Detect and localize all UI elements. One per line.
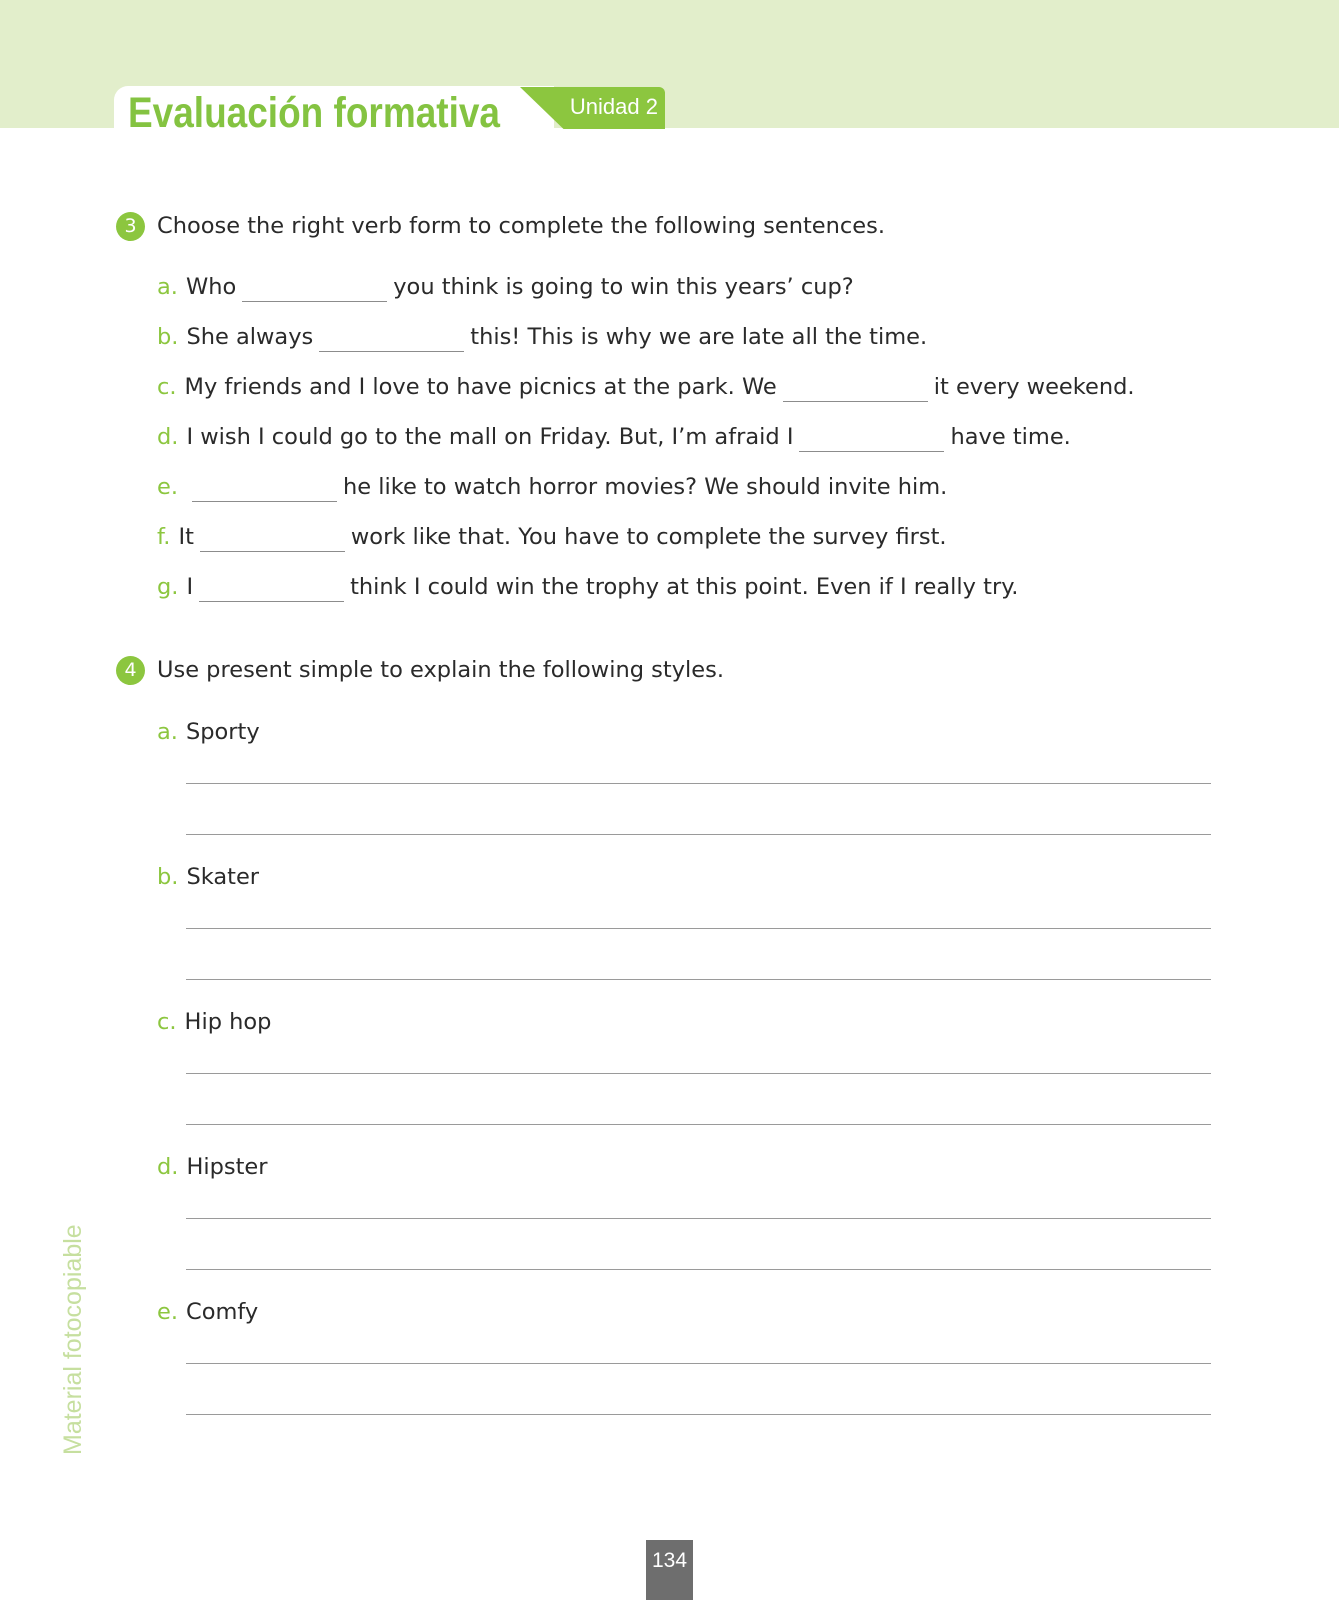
answer-line[interactable] bbox=[186, 1269, 1211, 1270]
answer-blank[interactable] bbox=[200, 550, 345, 552]
page-title: Evaluación formativa bbox=[128, 89, 500, 137]
item-letter: e. bbox=[157, 474, 178, 500]
exercise-3-item-c bbox=[157, 372, 1135, 402]
item-letter: b. bbox=[157, 864, 179, 890]
item-text-after: think I could win the trophy at this point. Even if I really try. bbox=[350, 574, 1019, 600]
answer-line[interactable] bbox=[186, 979, 1211, 980]
item-text-after: he like to watch horror movies? We should invite him. bbox=[343, 474, 948, 500]
exercise-4-item-b bbox=[157, 862, 259, 892]
item-letter: d. bbox=[157, 424, 179, 450]
item-label: Sporty bbox=[185, 719, 260, 745]
answer-blank[interactable] bbox=[799, 450, 944, 452]
answer-line[interactable] bbox=[186, 1414, 1211, 1415]
item-text-before: She always bbox=[186, 324, 314, 350]
item-letter: c. bbox=[157, 1009, 177, 1035]
answer-blank[interactable] bbox=[783, 400, 928, 402]
item-letter: d. bbox=[157, 1154, 179, 1180]
exercise-4-instruction: Use present simple to explain the following styles. bbox=[157, 657, 724, 683]
exercise-3-item-d bbox=[157, 422, 1071, 452]
item-letter: e. bbox=[157, 1299, 178, 1325]
item-label: Hipster bbox=[186, 1154, 268, 1180]
answer-line[interactable] bbox=[186, 1124, 1211, 1125]
exercise-3-item-f bbox=[157, 522, 947, 552]
answer-line[interactable] bbox=[186, 834, 1211, 835]
item-letter: a. bbox=[157, 719, 178, 745]
item-letter: b. bbox=[157, 324, 179, 350]
answer-line[interactable] bbox=[186, 1073, 1211, 1074]
answer-blank[interactable] bbox=[199, 600, 344, 602]
exercise-3-item-b bbox=[157, 322, 927, 352]
item-text-before: My friends and I love to have picnics at the park. We bbox=[184, 374, 777, 400]
unit-label: Unidad 2 bbox=[569, 94, 658, 119]
answer-blank[interactable] bbox=[242, 300, 387, 302]
side-label: Material fotocopiable bbox=[59, 1224, 87, 1455]
exercise-4-item-a bbox=[157, 717, 260, 747]
exercise-3-instruction: Choose the right verb form to complete the following sentences. bbox=[157, 213, 885, 239]
item-label: Skater bbox=[186, 864, 260, 890]
item-letter: f. bbox=[157, 524, 171, 550]
item-letter: c. bbox=[157, 374, 177, 400]
item-text-before: I wish I could go to the mall on Friday. But, I’m afraid I bbox=[186, 424, 794, 450]
item-text-after: it every weekend. bbox=[933, 374, 1135, 400]
item-letter: g. bbox=[157, 574, 179, 600]
item-label: Hip hop bbox=[184, 1009, 272, 1035]
page-number: 134 bbox=[651, 1549, 688, 1572]
exercise-3-item-g bbox=[157, 572, 1018, 602]
exercise-4-item-e bbox=[157, 1297, 258, 1327]
answer-blank[interactable] bbox=[192, 500, 337, 502]
item-text-after: have time. bbox=[950, 424, 1071, 450]
item-text-after: you think is going to win this years’ cup? bbox=[393, 274, 854, 300]
item-letter: a. bbox=[157, 274, 178, 300]
answer-line[interactable] bbox=[186, 783, 1211, 784]
exercise-4-item-d bbox=[157, 1152, 268, 1182]
exercise-4-item-c bbox=[157, 1007, 271, 1037]
answer-line[interactable] bbox=[186, 1363, 1211, 1364]
item-label: Comfy bbox=[186, 1299, 259, 1325]
exercise-3-number: 3 bbox=[116, 212, 145, 241]
exercise-3-item-a bbox=[157, 272, 854, 302]
item-text-before: It bbox=[178, 524, 194, 550]
item-text-before: Who bbox=[185, 274, 237, 300]
exercise-3-item-e bbox=[157, 472, 947, 502]
item-text-after: this! This is why we are late all the time. bbox=[470, 324, 928, 350]
answer-line[interactable] bbox=[186, 1218, 1211, 1219]
item-text-after: work like that. You have to complete the survey first. bbox=[350, 524, 947, 550]
exercise-4-number: 4 bbox=[116, 656, 145, 685]
answer-line[interactable] bbox=[186, 928, 1211, 929]
item-text-before: I bbox=[186, 574, 194, 600]
answer-blank[interactable] bbox=[319, 350, 464, 352]
